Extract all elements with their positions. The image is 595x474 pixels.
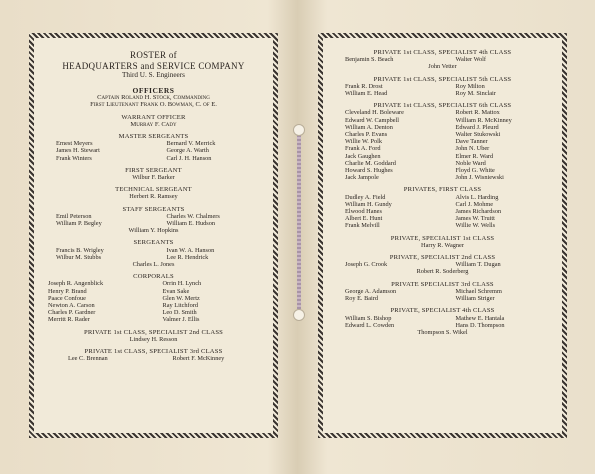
name: James Richardson: [455, 208, 502, 216]
name: Carl J. H. Hanson: [166, 154, 212, 162]
name: William A. Denton: [345, 123, 393, 131]
name: Roy Milton: [455, 82, 485, 90]
name: George A. Adamson: [345, 287, 397, 295]
name: Joseph R. Angenblick: [48, 280, 104, 288]
name: Albert E. Hunt: [345, 215, 383, 223]
name: Leo D. Smith: [162, 309, 197, 317]
name: Frank R. Drost: [345, 82, 383, 90]
name: Roy E. Baird: [345, 295, 379, 303]
name: Charles L. Jones: [132, 261, 175, 269]
name: Charles P. Gardner: [48, 309, 96, 317]
binding-cord: [297, 130, 301, 315]
sergeants-heading: SERGEANTS: [133, 239, 174, 247]
name: Paace Confoue: [48, 294, 86, 302]
corporals-list: [38, 280, 269, 323]
name: Robert R. Soderberg: [416, 268, 469, 276]
pfc-spec2-heading: PRIVATE 1st CLASS, SPECIALIST 2nd CLASS: [83, 328, 224, 336]
name: William E. Hudson: [166, 220, 216, 228]
name: Merritt R. Rader: [48, 316, 90, 324]
name: Evan Sake: [162, 287, 190, 295]
binding-ring-top: [293, 124, 305, 136]
name: Wilbur M. Stubbs: [56, 253, 102, 261]
staff-sergeants-list: [38, 213, 269, 227]
name: William R. McKinney: [455, 116, 512, 124]
name: Elwood Hanes: [345, 208, 382, 216]
name: Alvis L. Harding: [455, 193, 499, 201]
name: Charles P. Evans: [345, 131, 388, 139]
private-spec2-list: [327, 261, 558, 268]
name: Willie W. Wells: [455, 222, 496, 230]
name: Harry R. Wagner: [421, 241, 464, 249]
name: Hans D. Thompson: [455, 321, 505, 329]
name: William P. Begley: [56, 220, 102, 228]
pfc-spec4-list: [327, 56, 558, 63]
name: Edward W. Campbell: [345, 116, 400, 124]
name: John J. Wisniewski: [455, 174, 504, 182]
name: Newton A. Carson: [48, 302, 95, 310]
name: Frank Melvill: [345, 222, 380, 230]
pfc-spec3-heading: PRIVATE 1st CLASS, SPECIALIST 3rd CLASS: [84, 348, 223, 356]
name: Walter Wolf: [455, 56, 487, 64]
name: Benjamin S. Beach: [345, 56, 394, 64]
name: James W. Truitt: [455, 215, 495, 223]
name: Mathew E. Hantala: [455, 314, 505, 322]
name: Bernard V. Merrick: [166, 140, 216, 148]
name: Walter Stukowski: [455, 131, 501, 139]
name: Frank Winters: [56, 154, 92, 162]
name: Wilbur F. Barker: [132, 174, 175, 182]
name: Carl J. Mohme: [455, 200, 494, 208]
binding-ring-bottom: [293, 309, 305, 321]
roster-title: ROSTER of: [130, 50, 177, 60]
private-spec3-list: [327, 288, 558, 302]
name: Dudley A. Field: [345, 193, 386, 201]
name: Henry P. Brand: [48, 287, 87, 295]
pfc-spec4-heading: PRIVATE 1st CLASS, SPECIALIST 4th CLASS: [373, 49, 512, 56]
name: Frank A. Ford: [345, 145, 381, 153]
name: William Y. Hopkins: [128, 227, 179, 235]
name: William T. Dugan: [455, 261, 501, 269]
name: Floyd G. White: [455, 167, 495, 175]
warrant-officer-heading: WARRANT OFFICER: [121, 113, 186, 121]
regiment-title: Third U. S. Engineers: [122, 71, 185, 79]
name: Howard S. Hughes: [345, 167, 393, 175]
technical-sergeant-heading: TECHNICAL SERGEANT: [115, 186, 192, 194]
name: Jack Gaughen: [345, 152, 381, 160]
privates-first-class-list: [327, 194, 558, 230]
name: Cleveland H. Boleware: [345, 109, 404, 117]
warrant-officer: Murray F. Cady: [130, 120, 177, 128]
name: James H. Stewart: [56, 147, 100, 155]
name: Thompson S. Wikel: [417, 328, 468, 336]
name: Francis B. Wrigley: [56, 246, 104, 254]
name: John Vetter: [428, 63, 457, 71]
name: William E. Head: [345, 90, 388, 98]
name: Edward J. Pleurd: [455, 123, 499, 131]
pfc-spec6-list: [327, 109, 558, 181]
right-page: [318, 33, 567, 438]
pfc-spec6-heading: PRIVATE 1st CLASS, SPECIALIST 6th CLASS: [373, 102, 512, 110]
company-title: HEADQUARTERS and SERVICE COMPANY: [62, 60, 245, 71]
officers-heading: OFFICERS: [132, 86, 175, 95]
name: Ray Litchford: [162, 302, 198, 310]
name: George A. Warth: [166, 147, 209, 155]
name: Joseph G. Crook: [345, 261, 388, 269]
name: Robert F. McKinney: [172, 355, 225, 363]
private-spec4-list: [327, 315, 558, 329]
name: Edward L. Cowden: [345, 321, 395, 329]
private-spec2-heading: PRIVATE, SPECIALIST 2nd CLASS: [389, 254, 496, 262]
name: Charles W. Chalmers: [166, 212, 220, 220]
name: Noble Ward: [455, 159, 486, 167]
pfc-spec5-heading: PRIVATE 1st CLASS, SPECIALIST 5th CLASS: [373, 75, 512, 83]
officer: First Lieutenant Frank O. Bowman, C. of E.: [90, 101, 217, 109]
left-page: [29, 33, 278, 438]
master-sergeants-heading: MASTER SERGEANTS: [118, 133, 189, 141]
first-sergeant-heading: FIRST SERGEANT: [125, 166, 182, 174]
sergeants-list: [38, 247, 269, 261]
name: Michael Schremm: [455, 287, 502, 295]
name: Emil Peterson: [56, 212, 92, 220]
name: Jack Jampole: [345, 174, 379, 182]
private-spec3-heading: PRIVATE SPECIALIST 3rd CLASS: [391, 280, 494, 288]
name: William H. Gundy: [345, 200, 392, 208]
name: Elmer R. Ward: [455, 152, 494, 160]
name: Orrin H. Lynch: [162, 280, 202, 288]
name: Lindsey H. Resson: [129, 335, 178, 343]
name: William S. Bishop: [345, 314, 392, 322]
corporals-heading: CORPORALS: [133, 273, 174, 281]
name: Willie W. Polk: [345, 138, 383, 146]
name: Glen W. Mertz: [162, 294, 200, 302]
name: Roy M. Sinclair: [455, 90, 496, 98]
name: Ivan W. A. Hanson: [166, 246, 215, 254]
name: Lee R. Hendrick: [166, 253, 209, 261]
name: John N. Uber: [455, 145, 490, 153]
master-sergeants-list: [38, 140, 269, 162]
name: Dave Tanner: [455, 138, 488, 146]
name: Herbert R. Ramsey: [129, 193, 178, 201]
name: Lee C. Brennan: [68, 355, 108, 363]
pfc-spec3-list: [38, 355, 269, 362]
private-spec4-heading: PRIVATE, SPECIALIST 4th CLASS: [390, 307, 495, 315]
name: William Striger: [455, 295, 495, 303]
name: Charlie M. Goddard: [345, 159, 396, 167]
name: Ernest Meyers: [56, 140, 93, 148]
private-spec1-heading: PRIVATE, SPECIALIST 1st CLASS: [390, 234, 495, 242]
pfc-spec5-list: [327, 83, 558, 97]
privates-first-class-heading: PRIVATES, FIRST CLASS: [403, 186, 482, 194]
officer: Captain Roland H. Stock, Commanding: [97, 94, 210, 102]
name: Valmer J. Ellis: [162, 316, 200, 324]
staff-sergeants-heading: STAFF SERGEANTS: [122, 205, 185, 213]
name: Robert R. Mattox: [455, 109, 500, 117]
